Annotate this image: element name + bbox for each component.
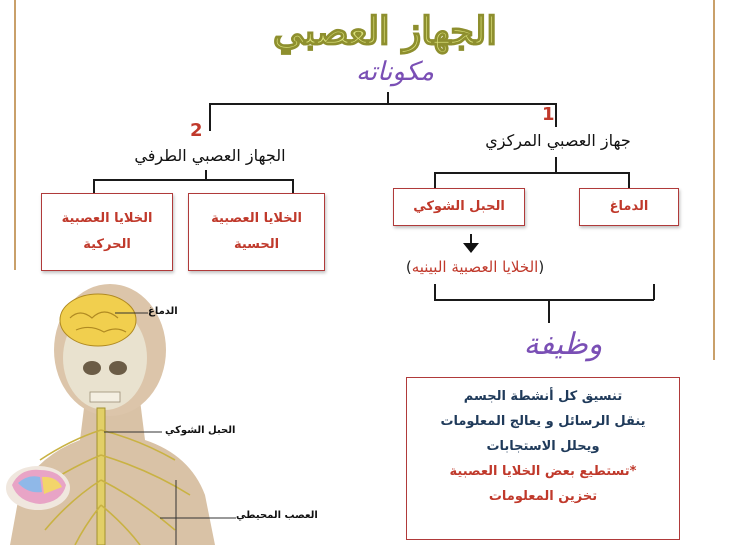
- peripheral-branch-right-drop: [292, 179, 294, 193]
- peripheral-label: الجهاز العصبي الطرفي: [134, 146, 286, 165]
- function-heading: وظيفة: [523, 327, 603, 362]
- peripheral-branch-horizontal: [93, 179, 293, 181]
- central-stem: [555, 157, 557, 173]
- sensory-neurons-line1: الخلايا العصبية: [211, 211, 302, 226]
- central-branch-right-drop: [628, 172, 630, 188]
- central-label: جهاز العصبي المركزي: [485, 131, 631, 150]
- function-line-5: تخزين المعلومات: [488, 489, 598, 504]
- anatomy-label-brain: الدماغ: [148, 306, 178, 317]
- interneurons-text: الخلايا العصبية البينيه: [411, 258, 539, 276]
- interneurons-bracket-right: [653, 284, 655, 300]
- function-box: [406, 377, 680, 540]
- arrow-down-icon: [462, 242, 480, 254]
- sensory-neurons-box: [188, 193, 325, 271]
- central-branch-left-drop: [434, 172, 436, 188]
- peripheral-number: 2: [190, 120, 203, 141]
- connector-right-drop: [555, 103, 557, 127]
- components-subtitle: مكوناته: [355, 57, 435, 87]
- interneurons-bracket-left: [434, 284, 436, 300]
- motor-neurons-line2: الحركية: [83, 237, 131, 252]
- nervous-system-illustration: [0, 280, 300, 545]
- spinal-cord-box: [393, 188, 525, 226]
- interneurons-bracket-horizontal: [434, 299, 654, 301]
- connector-main-horizontal: [209, 103, 556, 105]
- function-line-2: ينقل الرسائل و يعالج المعلومات: [440, 414, 646, 429]
- page-title: الجهاز العصبي: [273, 8, 497, 53]
- brain-label: الدماغ: [609, 199, 649, 214]
- function-stem: [548, 299, 550, 323]
- central-number: 1: [542, 104, 555, 125]
- spinal-cord-label: الحبل الشوكي: [413, 199, 505, 214]
- frame-right-line: [713, 0, 715, 360]
- frame-left-line: [14, 0, 16, 270]
- anatomy-label-peripheral-nerve: العصب المحيطي: [236, 510, 318, 521]
- function-line-3: ويحلل الاستجابات: [486, 439, 600, 454]
- function-line-1: تنسيق كل أنشطة الجسم: [463, 389, 623, 404]
- interneurons-open-paren: (: [538, 258, 545, 276]
- motor-neurons-box: [41, 193, 173, 271]
- brain-box: [579, 188, 679, 226]
- anatomy-label-spinal-cord: الحبل الشوكي: [165, 425, 236, 436]
- sensory-neurons-line2: الحسية: [233, 237, 280, 252]
- central-branch-horizontal: [434, 172, 629, 174]
- function-line-4: *تستطيع بعض الخلايا العصبية: [449, 464, 637, 479]
- peripheral-branch-left-drop: [93, 179, 95, 193]
- connector-left-drop: [209, 103, 211, 131]
- interneurons-close-paren: ): [405, 258, 412, 276]
- interneurons-label: [370, 258, 580, 276]
- motor-neurons-line1: الخلايا العصبية: [61, 211, 153, 226]
